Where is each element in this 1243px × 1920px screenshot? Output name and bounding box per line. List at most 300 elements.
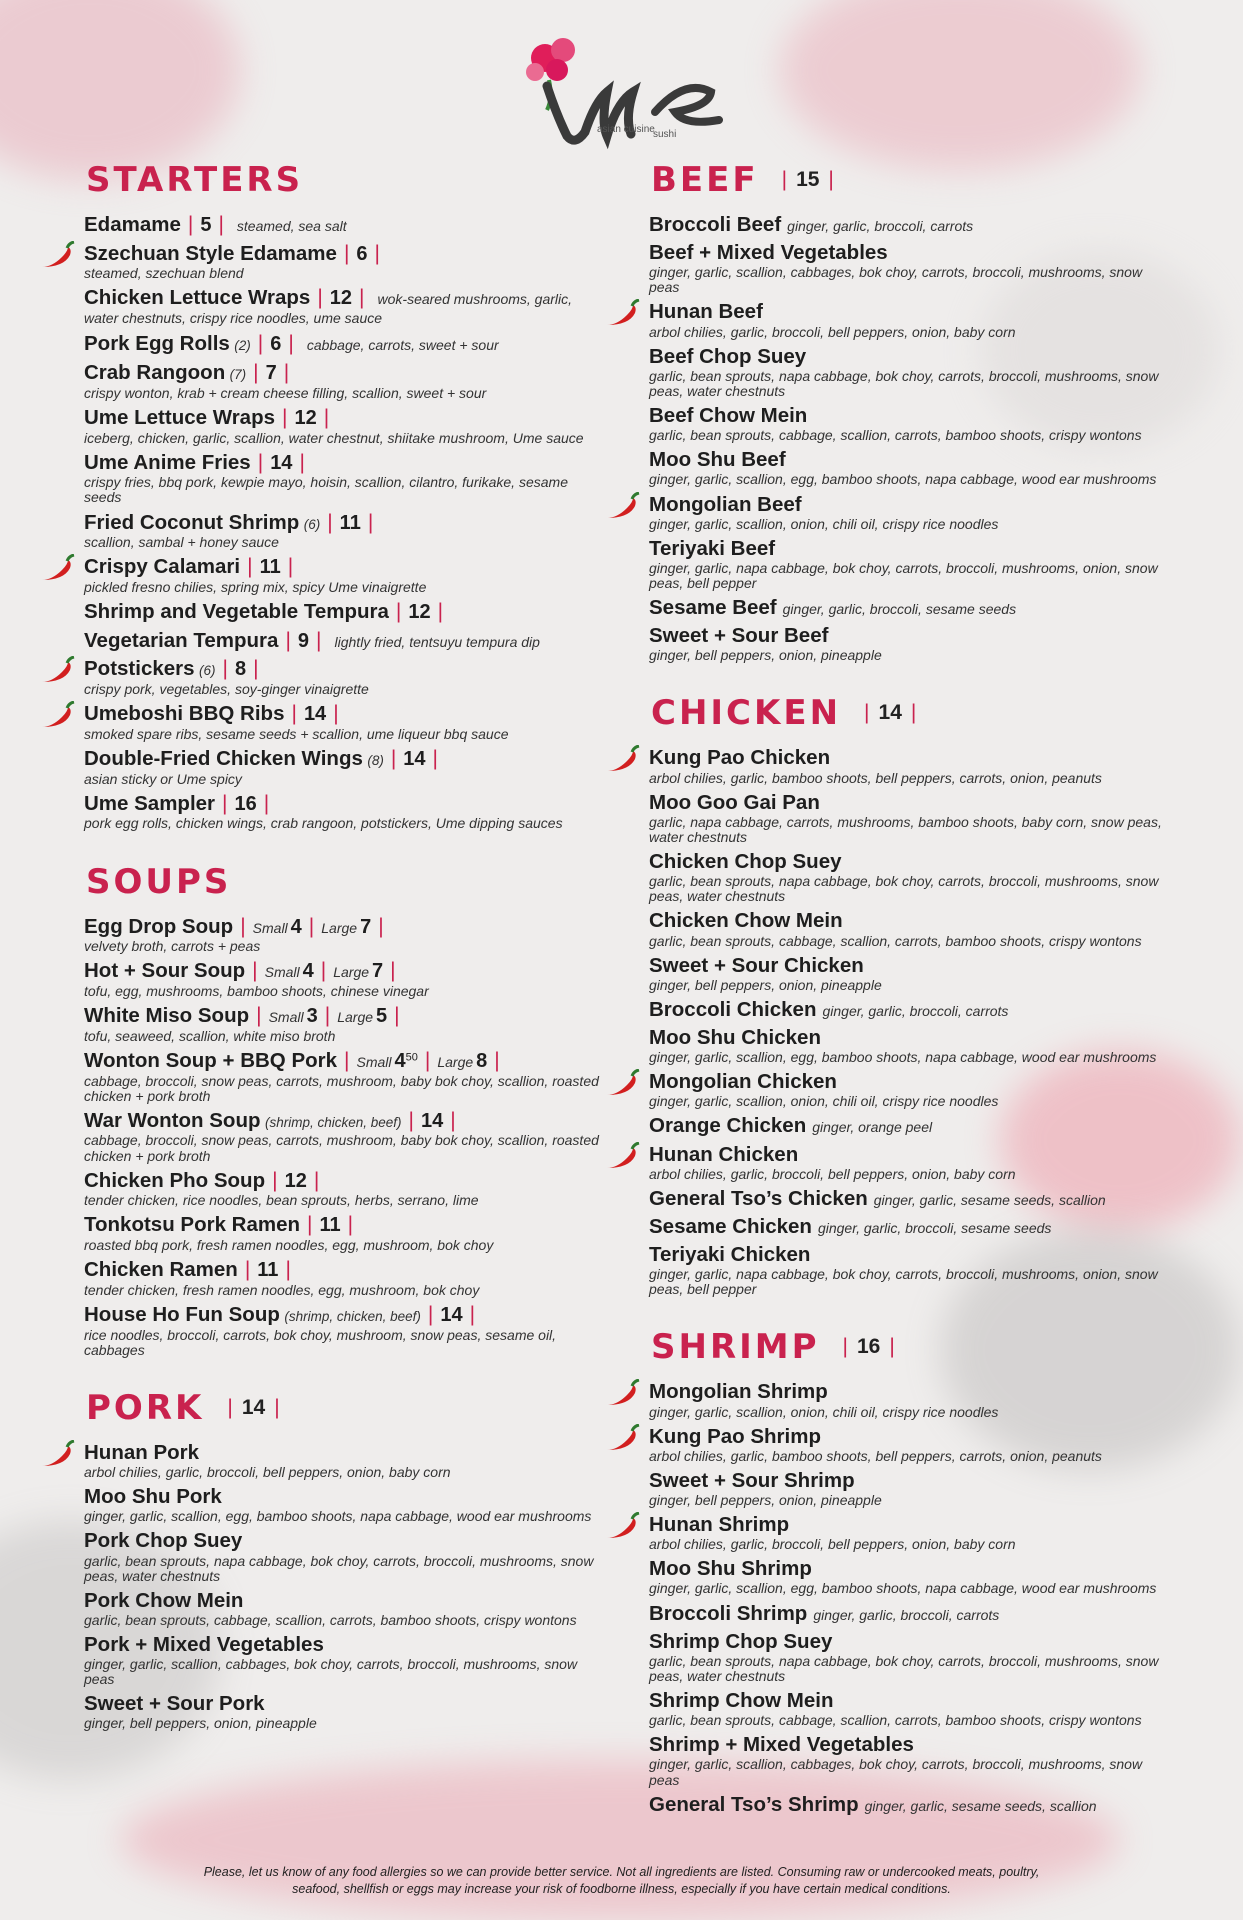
section-beef <box>649 160 1169 663</box>
size-label: Small <box>264 964 300 981</box>
item-description: ginger, garlic, napa cabbage, bok choy, carrots, broccoli, mushrooms, onion, snow peas, bell pepper <box>649 1266 1158 1298</box>
price-separator: | <box>378 914 384 938</box>
price-separator: | <box>450 1108 456 1132</box>
item-description: tender chicken, rice noodles, bean sprouts, herbs, serrano, lime <box>84 1192 479 1209</box>
left-column <box>84 160 604 1762</box>
item-description: ginger, garlic, broccoli, carrots <box>822 1002 1009 1019</box>
menu-item <box>84 1634 604 1687</box>
menu-item <box>649 1631 1169 1684</box>
menu-item <box>84 556 604 595</box>
menu-item <box>84 1259 604 1298</box>
price-separator: | <box>256 1004 262 1028</box>
item-name: Broccoli Beef <box>649 213 782 236</box>
item-name: Hunan Pork <box>84 1440 200 1464</box>
menu-item <box>649 1381 1169 1419</box>
large-price: 7 <box>372 960 384 983</box>
beef-list <box>649 214 1169 663</box>
section-starters <box>84 160 604 832</box>
watercolor-wash <box>0 0 240 180</box>
menu-item <box>84 1170 604 1209</box>
item-description: wok-seared mushrooms, garlic, water chestnuts, crispy rice noodles, ume sauce <box>84 291 573 327</box>
menu-item <box>84 960 604 999</box>
price-separator: | <box>287 555 294 579</box>
menu-item <box>84 243 604 282</box>
menu-item <box>649 792 1169 845</box>
chili-pepper-icon <box>603 1142 643 1172</box>
item-name: Hunan Shrimp <box>649 1513 790 1537</box>
item-description: ginger, bell peppers, onion, pineapple <box>649 1491 882 1508</box>
menu-item <box>649 242 1169 295</box>
menu-item <box>84 1486 604 1524</box>
price-separator: | <box>347 1213 354 1237</box>
item-description: ginger, garlic, scallion, cabbages, bok choy, carrots, broccoli, mushrooms, snow peas <box>649 264 1143 296</box>
menu-item <box>84 1214 604 1253</box>
item-price: 5 <box>200 214 212 236</box>
item-description: ginger, garlic, scallion, egg, bamboo shoots, napa cabbage, wood ear mushrooms <box>84 1508 592 1525</box>
menu-item <box>649 538 1169 591</box>
menu-item <box>649 449 1169 487</box>
item-description: garlic, bean sprouts, napa cabbage, bok choy, carrots, broccoli, mushrooms, snow peas, water chestnuts <box>84 1552 594 1584</box>
brand-logo <box>505 20 745 160</box>
price-separator: | <box>272 1168 278 1192</box>
item-name: Teriyaki Beef <box>649 536 776 560</box>
item-price: 12 <box>408 601 431 624</box>
price-separator: | <box>327 510 333 534</box>
menu-item <box>84 407 604 446</box>
item-description: lightly fried, tentsuyu tempura dip <box>334 633 540 650</box>
item-description: ginger, garlic, broccoli, sesame seeds <box>782 601 1017 618</box>
size-label: Small <box>268 1009 304 1026</box>
item-description: garlic, bean sprouts, napa cabbage, bok choy, carrots, broccoli, mushrooms, snow peas, water chestnuts <box>649 873 1159 905</box>
item-description: ginger, garlic, scallion, egg, bamboo shoots, napa cabbage, wood ear mushrooms <box>649 471 1157 488</box>
item-name: Potstickers <box>84 657 195 681</box>
item-description: garlic, bean sprouts, napa cabbage, bok choy, carrots, broccoli, mushrooms, snow peas, water chestnuts <box>649 367 1159 399</box>
chili-pepper-icon <box>603 745 643 775</box>
menu-item <box>84 916 604 955</box>
item-note: (6) <box>198 663 216 679</box>
price-separator: | <box>240 914 246 938</box>
item-name: General Tso’s Shrimp <box>649 1792 859 1816</box>
menu-item <box>84 1005 604 1044</box>
section-title: PORK <box>86 1387 205 1428</box>
item-name: Chicken Chow Mein <box>649 909 843 933</box>
item-note: (6) <box>303 516 321 532</box>
item-description: ginger, garlic, broccoli, carrots <box>787 218 974 234</box>
starters-list <box>84 214 604 832</box>
item-name: Sesame Beef <box>649 596 777 620</box>
menu-item <box>649 1115 1169 1137</box>
price-separator: | <box>218 213 224 236</box>
item-name: Szechuan Style Edamame <box>84 241 337 265</box>
item-description: garlic, bean sprouts, cabbage, scallion, carrots, bamboo shoots, crispy wontons <box>649 427 1142 444</box>
chili-pepper-icon <box>38 1440 78 1470</box>
price-separator: | <box>367 510 374 534</box>
price-separator: | <box>288 332 294 356</box>
price-separator: | <box>257 332 264 356</box>
item-name: Shrimp + Mixed Vegetables <box>649 1733 914 1757</box>
price-separator: | <box>333 702 339 726</box>
section-title: SHRIMP <box>651 1327 820 1368</box>
size-label: Large <box>437 1053 474 1070</box>
item-price: 14 <box>440 1304 463 1327</box>
chili-pepper-icon <box>603 1512 643 1542</box>
disclaimer-line: Please, let us know of any food allergies so we can provide better service. Not all ingredients are listed. Consuming raw or undercooked meats, poultry, <box>203 1865 1040 1879</box>
price-separator: | <box>427 1303 434 1327</box>
item-name: Umeboshi BBQ Ribs <box>84 702 285 726</box>
item-name: Ume Sampler <box>84 791 216 815</box>
price-separator: | <box>253 361 259 385</box>
brand-sub2: sushi <box>653 129 677 140</box>
item-name: Beef Chop Suey <box>649 344 807 368</box>
chili-pepper-icon <box>38 554 78 584</box>
menu-item <box>84 630 604 653</box>
item-price: 6 <box>356 242 368 265</box>
item-name: Wonton Soup + BBQ Pork <box>84 1048 338 1072</box>
item-price: 14 <box>420 1109 444 1132</box>
price-separator: | <box>253 657 259 681</box>
item-price: 11 <box>339 511 361 534</box>
menu-item <box>84 333 604 356</box>
price-separator: | <box>437 600 444 624</box>
item-price: 12 <box>284 1169 307 1192</box>
item-description: ginger, garlic, scallion, cabbages, bok choy, carrots, broccoli, mushrooms, snow peas <box>84 1656 578 1688</box>
chicken-list <box>649 747 1169 1297</box>
price-cents: 50 <box>405 1051 418 1064</box>
item-name: Moo Shu Shrimp <box>649 1557 812 1581</box>
price-separator: | <box>285 1258 291 1282</box>
item-description: arbol chilies, garlic, broccoli, bell peppers, onion, baby corn <box>649 1536 1016 1553</box>
item-description: iceberg, chicken, garlic, scallion, water chestnut, shiitake mushroom, Ume sauce <box>84 429 584 446</box>
menu-item <box>649 1027 1169 1065</box>
chili-pepper-icon <box>38 701 78 731</box>
menu-item <box>649 1188 1169 1210</box>
item-name: Hunan Chicken <box>649 1142 799 1166</box>
item-name: Fried Coconut Shrimp <box>84 510 300 534</box>
menu-item <box>649 910 1169 948</box>
item-description: ginger, garlic, broccoli, sesame seeds <box>817 1219 1052 1236</box>
menu-item <box>649 1216 1169 1238</box>
size-label: Small <box>356 1053 392 1070</box>
menu-item <box>84 658 604 697</box>
item-name: Moo Shu Pork <box>84 1485 222 1509</box>
price-separator: | <box>283 361 290 385</box>
item-price: 12 <box>329 287 353 310</box>
section-title: SOUPS <box>86 861 232 902</box>
menu-item <box>84 452 604 506</box>
size-label: Large <box>333 964 370 981</box>
item-name: Edamame <box>84 213 181 236</box>
allergy-disclaimer <box>100 1864 1143 1898</box>
price-separator: | <box>252 959 258 983</box>
price-separator: | <box>323 405 330 429</box>
item-name: Pork Chow Mein <box>84 1588 244 1612</box>
price-separator: | <box>324 1004 331 1028</box>
watercolor-wash <box>780 0 1140 170</box>
chili-pepper-icon <box>603 1379 643 1409</box>
right-column <box>649 160 1169 1846</box>
menu-item <box>84 1304 604 1358</box>
item-name: Beef Chow Mein <box>649 404 808 428</box>
menu-item <box>649 999 1169 1021</box>
item-description: ginger, bell peppers, onion, pineapple <box>649 976 882 993</box>
small-price: 4 <box>302 960 314 983</box>
price-separator: | <box>316 628 322 652</box>
item-price: 16 <box>234 792 257 815</box>
item-name: Sweet + Sour Shrimp <box>649 1468 855 1492</box>
size-label: Large <box>337 1009 374 1026</box>
item-description: ginger, garlic, scallion, cabbages, bok choy, carrots, broccoli, mushrooms, snow peas <box>649 1756 1143 1788</box>
menu-item <box>649 1144 1169 1182</box>
chili-pepper-icon <box>38 656 78 686</box>
item-description: arbol chilies, garlic, broccoli, bell peppers, onion, baby corn <box>84 1464 451 1481</box>
item-name: House Ho Fun Soup <box>84 1303 280 1327</box>
menu-item <box>649 747 1169 785</box>
item-name: Chicken Chop Suey <box>649 850 842 874</box>
price-separator: | <box>222 657 228 681</box>
item-description: tender chicken, fresh ramen noodles, egg, mushroom, bok choy <box>84 1281 480 1298</box>
item-description: garlic, bean sprouts, cabbage, scallion, carrots, bamboo shoots, crispy wontons <box>649 932 1142 949</box>
small-price: 3 <box>306 1005 318 1028</box>
item-price: 11 <box>259 556 281 579</box>
item-price: 14 <box>270 451 293 474</box>
item-name: Pork Chop Suey <box>84 1529 243 1553</box>
item-name: Kung Pao Chicken <box>649 746 831 770</box>
item-name: Shrimp Chow Mein <box>649 1689 834 1713</box>
menu-item <box>84 1442 604 1480</box>
item-price: 14 <box>303 703 327 726</box>
section-pork <box>84 1388 604 1732</box>
item-name: Mongolian Beef <box>649 492 802 516</box>
item-name: Ume Anime Fries <box>84 450 251 474</box>
price-separator: | <box>257 450 264 474</box>
menu-item <box>649 1690 1169 1728</box>
menu-item <box>649 625 1169 663</box>
chili-pepper-icon <box>603 1424 643 1454</box>
item-description: garlic, bean sprouts, cabbage, scallion, carrots, bamboo shoots, crispy wontons <box>649 1712 1142 1729</box>
menu-item <box>84 214 604 237</box>
menu-item <box>649 1470 1169 1508</box>
item-description: ginger, garlic, sesame seeds, scallion <box>864 1797 1097 1814</box>
item-name: General Tso’s Chicken <box>649 1186 868 1210</box>
price-separator: | <box>432 746 439 770</box>
item-description: tofu, egg, mushrooms, bamboo shoots, chinese vinegar <box>84 983 429 999</box>
menu-item <box>649 214 1169 236</box>
menu-item <box>649 955 1169 993</box>
menu-item <box>84 1050 604 1104</box>
item-name: Moo Shu Chicken <box>649 1025 821 1049</box>
price-separator: | <box>424 1048 431 1072</box>
item-description: crispy wonton, krab + cream cheese filling, scallion, sweet + sour <box>84 384 487 401</box>
item-name: Mongolian Chicken <box>649 1070 837 1094</box>
menu-item <box>84 1590 604 1628</box>
item-note: (shrimp, chicken, beef) <box>264 1114 402 1130</box>
menu-item <box>649 301 1169 339</box>
item-description: ginger, garlic, scallion, egg, bamboo shoots, napa cabbage, wood ear mushrooms <box>649 1049 1157 1066</box>
price-separator: | <box>313 1168 320 1192</box>
item-description: arbol chilies, garlic, bamboo shoots, bell peppers, carrots, onion, peanuts <box>649 1447 1102 1464</box>
chili-pepper-icon <box>603 492 643 522</box>
small-price: 4 <box>290 915 302 938</box>
item-description: steamed, sea salt <box>236 218 347 234</box>
price-separator: | <box>263 791 270 815</box>
item-name: Shrimp Chop Suey <box>649 1629 833 1653</box>
price-separator: | <box>374 241 380 265</box>
item-note: (shrimp, chicken, beef) <box>284 1309 421 1325</box>
item-price: 11 <box>257 1259 279 1282</box>
item-note: (2) <box>234 338 251 354</box>
chili-pepper-icon <box>603 1069 643 1099</box>
item-name: Double-Fried Chicken Wings <box>84 746 363 770</box>
item-price: 11 <box>319 1214 341 1237</box>
item-price: 14 <box>403 747 426 770</box>
item-description: ginger, orange peel <box>812 1119 933 1136</box>
price-separator: | <box>291 702 297 726</box>
pork-list <box>84 1442 604 1732</box>
price-separator: | <box>247 555 253 579</box>
price-separator: | <box>408 1108 414 1132</box>
item-name: Egg Drop Soup <box>84 914 234 938</box>
price-separator: | <box>359 286 365 310</box>
menu-item <box>649 597 1169 619</box>
item-name: Sweet + Sour Chicken <box>649 953 864 977</box>
item-description: ginger, garlic, scallion, onion, chili oil, crispy rice noodles <box>649 515 999 532</box>
chili-pepper-icon <box>603 299 643 329</box>
item-description: crispy fries, bbq pork, kewpie mayo, hoisin, scallion, cilantro, furikake, sesame seeds <box>84 474 568 506</box>
shrimp-list <box>649 1381 1169 1815</box>
price-separator: | <box>390 746 397 770</box>
soups-list <box>84 916 604 1358</box>
price-separator: | <box>395 600 402 624</box>
section-soups <box>84 862 604 1358</box>
item-name: Broccoli Chicken <box>649 997 817 1021</box>
menu-item <box>649 1603 1169 1625</box>
item-description: smoked spare ribs, sesame seeds + scallion, ume liqueur bbq sauce <box>84 725 509 742</box>
price-separator: | <box>244 1258 251 1282</box>
item-name: Chicken Ramen <box>84 1258 238 1282</box>
section-price: | 15 | <box>773 168 843 192</box>
item-name: Teriyaki Chicken <box>649 1243 811 1267</box>
price-separator: | <box>307 1213 313 1237</box>
item-name: Sesame Chicken <box>649 1214 812 1238</box>
item-description: tofu, seaweed, scallion, white miso broth <box>84 1027 336 1044</box>
menu-item <box>649 494 1169 532</box>
menu-item <box>84 793 604 832</box>
item-name: Moo Shu Beef <box>649 448 786 472</box>
menu-item <box>84 512 604 551</box>
item-description: ginger, garlic, broccoli, carrots <box>813 1606 1000 1623</box>
item-name: Orange Chicken <box>649 1114 807 1138</box>
section-price: | 16 | <box>834 1335 904 1359</box>
item-name: Sweet + Sour Pork <box>84 1692 265 1716</box>
item-description: ginger, bell peppers, onion, pineapple <box>649 647 882 664</box>
large-price: 5 <box>376 1005 388 1028</box>
menu-item <box>649 1734 1169 1787</box>
price-separator: | <box>469 1303 476 1327</box>
item-name: Kung Pao Shrimp <box>649 1424 821 1448</box>
item-name: Tonkotsu Pork Ramen <box>84 1213 301 1237</box>
menu-item <box>649 1514 1169 1552</box>
item-name: Hot + Sour Soup <box>84 959 246 983</box>
item-name: Mongolian Shrimp <box>649 1380 828 1404</box>
price-separator: | <box>308 914 315 938</box>
section-title: CHICKEN <box>651 693 842 734</box>
item-description: ginger, garlic, napa cabbage, bok choy, carrots, broccoli, mushrooms, onion, snow peas, bell pepper <box>649 559 1158 591</box>
menu-item <box>649 851 1169 904</box>
item-name: Sweet + Sour Beef <box>649 624 829 648</box>
item-note: (8) <box>367 752 384 768</box>
item-description: asian sticky or Ume spicy <box>84 770 242 787</box>
item-price: 6 <box>270 333 282 356</box>
menu-item <box>649 1426 1169 1464</box>
section-title: BEEF <box>651 160 759 200</box>
item-description: cabbage, broccoli, snow peas, carrots, mushroom, baby bok choy, scallion, roasted chicken + pork broth <box>84 1072 599 1104</box>
item-description: arbol chilies, garlic, bamboo shoots, bell peppers, carrots, onion, peanuts <box>649 769 1102 786</box>
price-separator: | <box>282 405 288 429</box>
item-price: 9 <box>297 629 310 652</box>
size-label: Large <box>321 919 358 936</box>
item-description: cabbage, broccoli, snow peas, carrots, mushroom, baby bok choy, scallion, roasted chicken + pork broth <box>84 1132 599 1164</box>
item-name: Chicken Lettuce Wraps <box>84 286 311 310</box>
price-separator: | <box>320 959 327 983</box>
item-name: Hunan Beef <box>649 300 763 324</box>
item-name: Shrimp and Vegetable Tempura <box>84 600 389 624</box>
small-price: 4 <box>394 1049 406 1072</box>
item-name: Beef + Mixed Vegetables <box>649 241 888 265</box>
item-name: Vegetarian Tempura <box>84 628 279 652</box>
item-name: Pork Egg Rolls <box>84 332 230 356</box>
section-shrimp <box>649 1327 1169 1815</box>
large-price: 7 <box>360 915 372 938</box>
item-description: garlic, napa cabbage, carrots, mushrooms, bamboo shoots, baby corn, snow peas, water chestnuts <box>649 813 1162 845</box>
item-description: scallion, sambal + honey sauce <box>84 534 279 551</box>
item-description: arbol chilies, garlic, broccoli, bell peppers, onion, baby corn <box>649 323 1016 340</box>
item-description: velvety broth, carrots + peas <box>84 938 261 955</box>
item-name: Broccoli Shrimp <box>649 1601 808 1625</box>
menu-item <box>84 601 604 624</box>
item-description: roasted bbq pork, fresh ramen noodles, egg, mushroom, bok choy <box>84 1237 494 1254</box>
menu-item <box>84 287 604 327</box>
menu-item <box>84 1693 604 1731</box>
menu-item <box>649 346 1169 399</box>
menu-item <box>649 1558 1169 1596</box>
price-separator: | <box>285 628 291 652</box>
menu-item <box>649 1071 1169 1109</box>
chili-pepper-icon <box>38 241 78 271</box>
item-description: pickled fresno chilies, spring mix, spicy Ume vinaigrette <box>84 578 427 595</box>
item-description: ginger, garlic, scallion, onion, chili oil, crispy rice noodles <box>649 1403 999 1420</box>
section-chicken <box>649 693 1169 1297</box>
item-description: ginger, garlic, scallion, egg, bamboo shoots, napa cabbage, wood ear mushrooms <box>649 1580 1157 1597</box>
item-price: 7 <box>265 362 277 385</box>
item-description: garlic, bean sprouts, napa cabbage, bok choy, carrots, broccoli, mushrooms, snow peas, water chestnuts <box>649 1652 1159 1684</box>
menu-item <box>649 1794 1169 1816</box>
price-separator: | <box>299 450 305 474</box>
item-price: 12 <box>294 406 317 429</box>
menu-item <box>84 362 604 401</box>
price-separator: | <box>187 213 194 236</box>
price-separator: | <box>343 241 350 265</box>
item-description: ginger, bell peppers, onion, pineapple <box>84 1715 317 1732</box>
section-price: | 14 | <box>218 1396 288 1420</box>
item-name: Moo Goo Gai Pan <box>649 790 820 814</box>
item-description: ginger, garlic, scallion, onion, chili oil, crispy rice noodles <box>649 1093 999 1110</box>
item-name: War Wonton Soup <box>84 1108 261 1132</box>
price-separator: | <box>494 1048 500 1072</box>
brand-sub1: asian cuisine <box>597 124 655 135</box>
disclaimer-line: seafood, shellfish or eggs may increase your risk of foodborne illness, especially if you have certain medical conditions. <box>292 1881 951 1896</box>
large-price: 8 <box>476 1049 488 1072</box>
item-description: steamed, szechuan blend <box>84 265 244 282</box>
